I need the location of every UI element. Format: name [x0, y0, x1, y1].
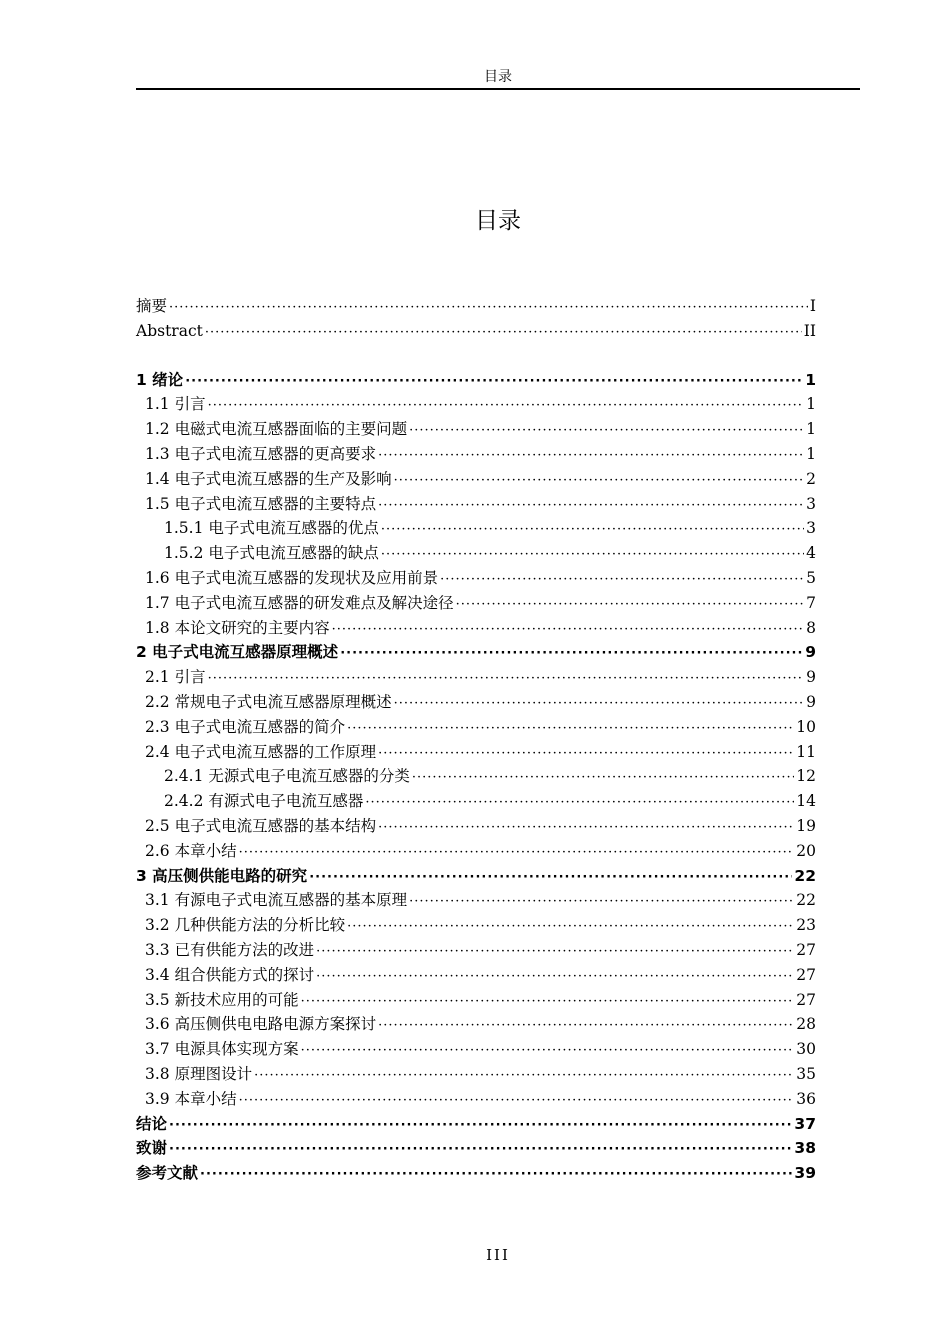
dot-leader — [381, 518, 804, 543]
dot-leader — [316, 940, 794, 965]
toc-entry-page: 30 — [796, 1040, 816, 1059]
dot-leader — [378, 816, 794, 841]
table-of-contents — [136, 294, 816, 1186]
toc-entry-label: 3.9 本章小结 — [145, 1089, 237, 1108]
toc-entry-page: 23 — [796, 916, 816, 935]
toc-entry-page: 7 — [806, 593, 816, 612]
dot-leader — [378, 494, 804, 519]
toc-entry-page: 8 — [806, 618, 816, 637]
toc-entry-label: 2.1 引言 — [145, 668, 206, 687]
toc-entry-page: 9 — [806, 692, 816, 711]
toc-entry[interactable] — [136, 591, 816, 616]
dot-leader — [347, 915, 794, 940]
toc-entry-page: 38 — [794, 1139, 816, 1158]
dot-leader — [340, 642, 803, 667]
dot-leader — [301, 1039, 795, 1064]
toc-entry-label: 1.1 引言 — [145, 395, 206, 414]
toc-entry-page: 27 — [796, 965, 816, 984]
toc-entry-page: 22 — [794, 866, 816, 885]
toc-entry-label: 2.3 电子式电流互感器的简介 — [145, 717, 346, 736]
toc-entry-label: 1.6 电子式电流互感器的发现状及应用前景 — [145, 568, 439, 587]
toc-entry[interactable] — [136, 740, 816, 765]
toc-entry-page: 10 — [796, 717, 816, 736]
toc-entry-page: 2 — [806, 469, 816, 488]
dot-leader — [456, 593, 805, 618]
toc-entry-page: 1 — [806, 420, 816, 439]
toc-entry-label: 1.5.1 电子式电流互感器的优点 — [164, 519, 379, 538]
toc-entry[interactable] — [136, 417, 816, 442]
dot-leader — [208, 394, 805, 419]
toc-entry[interactable] — [136, 1136, 816, 1161]
toc-entry-label: 3.7 电源具体实现方案 — [145, 1040, 299, 1059]
dot-leader — [381, 543, 804, 568]
toc-entry-page: 37 — [794, 1114, 816, 1133]
toc-entry[interactable] — [136, 516, 816, 541]
toc-entry-label: 1.5 电子式电流互感器的主要特点 — [145, 494, 377, 513]
toc-entry-page: 14 — [796, 792, 816, 811]
toc-entry[interactable] — [136, 1062, 816, 1087]
dot-leader — [200, 1163, 792, 1188]
toc-entry-label: 1.4 电子式电流互感器的生产及影响 — [145, 469, 392, 488]
dot-leader — [347, 717, 794, 742]
header-rule — [136, 88, 860, 90]
dot-leader — [254, 1064, 794, 1089]
dot-leader — [316, 965, 794, 990]
dot-leader — [239, 1089, 795, 1114]
toc-entry[interactable] — [136, 566, 816, 591]
toc-entry-page: 1 — [805, 370, 816, 389]
toc-entry-page: 19 — [796, 816, 816, 835]
toc-entry[interactable] — [136, 690, 816, 715]
dot-leader — [378, 444, 804, 469]
toc-entry[interactable] — [136, 888, 816, 913]
toc-entry[interactable] — [136, 616, 816, 641]
dot-leader — [239, 841, 795, 866]
toc-entry-label: 3.5 新技术应用的可能 — [145, 990, 299, 1009]
dot-leader — [378, 742, 794, 767]
toc-entry[interactable] — [136, 913, 816, 938]
toc-entry-page: 1 — [806, 444, 816, 463]
toc-entry-label: 2.2 常规电子式电流互感器原理概述 — [145, 692, 392, 711]
toc-entry-page: I — [809, 297, 816, 315]
toc-entry[interactable] — [136, 467, 816, 492]
toc-entry-page: 12 — [796, 767, 816, 786]
toc-entry-label: 参考文献 — [136, 1164, 199, 1183]
toc-entry-page: 27 — [796, 990, 816, 1009]
toc-entry[interactable] — [136, 294, 816, 319]
toc-entry-label: 2.4.1 无源式电子电流互感器的分类 — [164, 767, 410, 786]
dot-leader — [169, 1114, 792, 1139]
dot-leader — [301, 990, 795, 1015]
toc-entry[interactable] — [136, 1112, 816, 1137]
toc-entry-page: 22 — [796, 891, 816, 910]
toc-entry-label: 致谢 — [136, 1139, 168, 1158]
toc-entry-label: 1.3 电子式电流互感器的更高要求 — [145, 444, 377, 463]
toc-entry-page: 39 — [794, 1164, 816, 1183]
toc-entry-label: 3.4 组合供能方式的探讨 — [145, 965, 315, 984]
toc-entry[interactable] — [136, 1161, 816, 1186]
toc-entry[interactable] — [136, 541, 816, 566]
toc-entry[interactable] — [136, 1012, 816, 1037]
toc-entry-page: 9 — [805, 643, 816, 662]
toc-entry[interactable] — [136, 715, 816, 740]
dot-leader — [409, 419, 804, 444]
toc-entry-page: 3 — [806, 519, 816, 538]
toc-entry-page: 27 — [796, 940, 816, 959]
toc-entry[interactable] — [136, 665, 816, 690]
toc-entry-label: 摘要 — [136, 297, 168, 315]
toc-entry-label: 结论 — [136, 1114, 168, 1133]
toc-entry[interactable] — [136, 963, 816, 988]
toc-entry-page: 36 — [796, 1089, 816, 1108]
toc-entry[interactable] — [136, 640, 816, 665]
toc-entry[interactable] — [136, 988, 816, 1013]
toc-entry-label: 2.4 电子式电流互感器的工作原理 — [145, 742, 377, 761]
toc-entry-label: 2 电子式电流互感器原理概述 — [136, 643, 339, 662]
toc-entry-page: 1 — [806, 395, 816, 414]
dot-leader — [332, 618, 805, 643]
toc-entry[interactable] — [136, 764, 816, 789]
toc-title: 目录 — [475, 208, 521, 234]
toc-entry-page: 9 — [806, 668, 816, 687]
toc-entry[interactable] — [136, 1087, 816, 1112]
toc-entry-page: II — [803, 321, 816, 340]
toc-entry[interactable] — [136, 492, 816, 517]
toc-entry-page: 5 — [806, 568, 816, 587]
toc-entry-label: 3.2 几种供能方法的分析比较 — [145, 916, 346, 935]
toc-entry-label: 2.6 本章小结 — [145, 841, 237, 860]
toc-entry-label: Abstract — [136, 321, 203, 340]
toc-entry-label: 1.2 电磁式电流互感器面临的主要问题 — [145, 420, 408, 439]
dot-leader — [394, 692, 805, 717]
dot-leader — [169, 296, 808, 321]
toc-entry-label: 2.4.2 有源式电子电流互感器 — [164, 792, 364, 811]
dot-leader — [205, 321, 802, 346]
toc-entry[interactable] — [136, 938, 816, 963]
dot-leader — [440, 568, 804, 593]
toc-entry[interactable] — [136, 392, 816, 417]
toc-entry[interactable] — [136, 1037, 816, 1062]
toc-entry[interactable] — [136, 814, 816, 839]
toc-entry-label: 3.1 有源电子式电流互感器的基本原理 — [145, 891, 408, 910]
toc-entry-page: 35 — [796, 1064, 816, 1083]
dot-leader — [365, 791, 794, 816]
toc-entry[interactable] — [136, 839, 816, 864]
toc-entry-label: 2.5 电子式电流互感器的基本结构 — [145, 816, 377, 835]
toc-entry-page: 28 — [796, 1015, 816, 1034]
toc-entry-page: 4 — [806, 544, 816, 563]
dot-leader — [412, 766, 794, 791]
toc-entry[interactable] — [136, 864, 816, 889]
running-header: 目录 — [484, 69, 512, 85]
toc-entry-label: 1.8 本论文研究的主要内容 — [145, 618, 330, 637]
toc-entry-label: 1 绪论 — [136, 370, 184, 389]
dot-leader — [409, 890, 794, 915]
toc-entry[interactable] — [136, 368, 816, 393]
toc-entry[interactable] — [136, 319, 816, 344]
toc-entry-label: 3.3 已有供能方法的改进 — [145, 940, 315, 959]
toc-entry-label: 3 高压侧供能电路的研究 — [136, 866, 308, 885]
toc-entry[interactable] — [136, 442, 816, 467]
dot-leader — [394, 469, 805, 494]
dot-leader — [208, 667, 805, 692]
toc-entry-label: 1.7 电子式电流互感器的研发难点及解决途径 — [145, 593, 454, 612]
dot-leader — [309, 866, 792, 891]
toc-entry[interactable] — [136, 789, 816, 814]
toc-entry-page: 11 — [796, 742, 816, 761]
toc-entry-label: 3.8 原理图设计 — [145, 1064, 253, 1083]
dot-leader — [378, 1014, 794, 1039]
toc-entry-label: 3.6 高压侧供电电路电源方案探讨 — [145, 1015, 377, 1034]
toc-entry-page: 3 — [806, 494, 816, 513]
page-number: III — [486, 1246, 510, 1264]
dot-leader — [169, 1138, 792, 1163]
toc-entry-page: 20 — [796, 841, 816, 860]
dot-leader — [185, 370, 803, 395]
toc-entry-label: 1.5.2 电子式电流互感器的缺点 — [164, 544, 379, 563]
